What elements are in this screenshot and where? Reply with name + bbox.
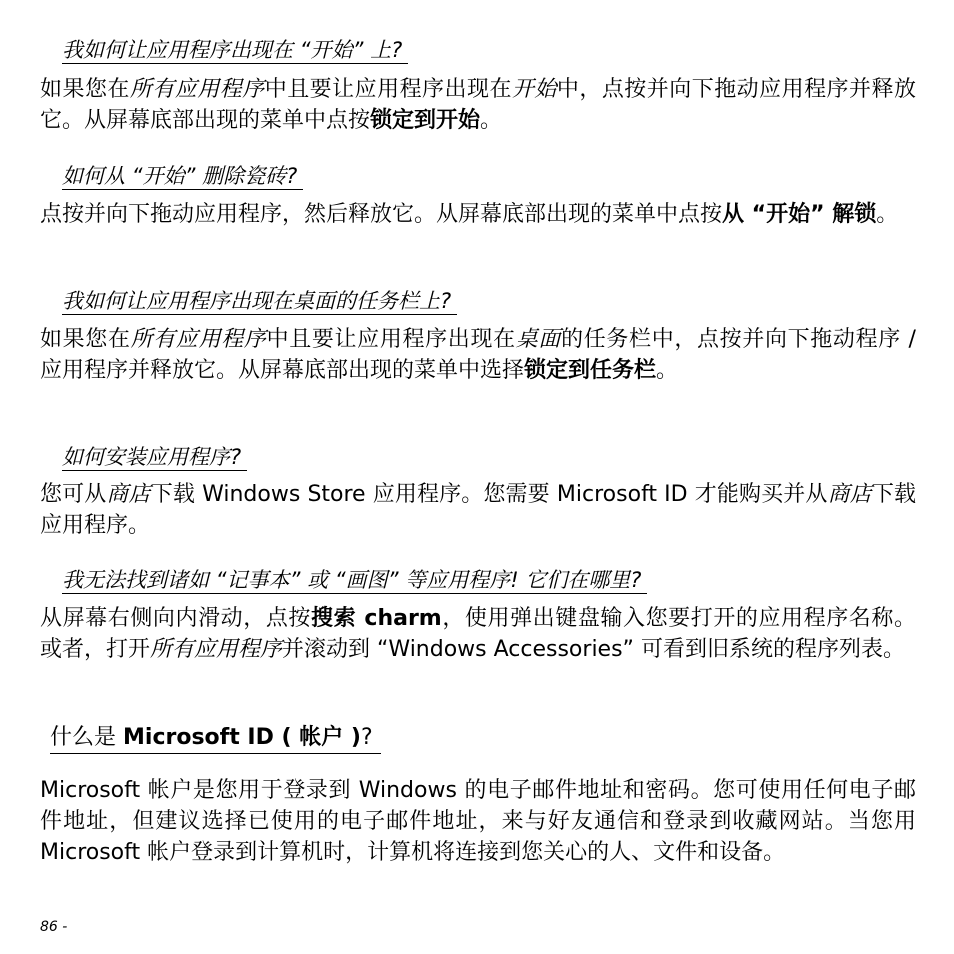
answer-text-run: 所有应用程序 <box>150 637 283 662</box>
faq-question-1: 我如何让应用程序出现在 “开始” 上? <box>62 37 408 64</box>
answer-text-run: 您可从 <box>40 482 107 507</box>
answer-text-run: 所有应用程序 <box>130 327 267 352</box>
answer-text-run: 。 <box>876 202 899 227</box>
answer-text-run: 下载应用程序。 <box>40 482 916 538</box>
faq-answer-3 <box>40 324 916 386</box>
faq-answer-2 <box>40 199 916 230</box>
answer-text-run: 中且要让应用程序出现在 <box>266 327 516 352</box>
page-number: 86 - <box>40 919 68 935</box>
answer-text-run: 下载 Windows Store 应用程序。您需要 Microsoft ID 才能购买并从 <box>150 482 828 507</box>
answer-text-run: 锁定到开始 <box>370 108 481 133</box>
section-heading-microsoft-id <box>50 723 381 754</box>
answer-text-run: 中，点按并向下拖动应用程序并释放它。从屏幕底部出现的菜单中点按 <box>40 77 916 133</box>
answer-text-run: 如果您在 <box>40 327 131 352</box>
section-heading-prefix: 什么是 <box>50 725 117 750</box>
answer-text-run: 如果您在 <box>40 77 130 102</box>
answer-text-run: 商店 <box>106 482 151 507</box>
section-heading-bold: Microsoft ID ( 帐户 ) <box>123 725 361 750</box>
answer-text-run: ，使用弹出键盘输入您要打开的应用程序名称。或者，打开 <box>40 606 916 662</box>
answer-text-run: 。 <box>656 358 679 383</box>
faq-question-2: 如何从 “开始” 删除瓷砖? <box>62 163 303 190</box>
answer-text-run: 所有应用程序 <box>129 77 265 102</box>
faq-answer-4 <box>40 479 916 541</box>
answer-text-run: 从屏幕右侧向内滑动，点按 <box>40 606 311 631</box>
answer-text-run: 搜索 charm <box>311 606 442 631</box>
answer-text-run: 桌面 <box>515 327 562 352</box>
faq-question-4: 如何安装应用程序? <box>62 444 247 471</box>
faq-answer-1 <box>40 74 916 136</box>
section-heading-suffix: ? <box>360 725 373 750</box>
answer-text-run: 。 <box>480 108 503 133</box>
answer-text-run: 并滚动到 “Windows Accessories” 可看到旧系统的程序列表。 <box>282 637 905 662</box>
section-body: Microsoft 帐户是您用于登录到 Windows 的电子邮件地址和密码。您可使用任何电子邮件地址，但建议选择已使用的电子邮件地址，来与好友通信和登录到收藏网站。当您用 Microsoft 帐户登录到计算机时，计算机将连接到您关心的人、文件和设备。 <box>40 778 916 865</box>
answer-text-run: 点按并向下拖动应用程序，然后释放它。从屏幕底部出现的菜单中点按 <box>40 202 723 227</box>
answer-text-run: 商店 <box>827 482 872 507</box>
answer-text-run: 开始 <box>511 77 557 102</box>
answer-text-run: 的任务栏中，点按并向下拖动程序 / 应用程序并释放它。从屏幕底部出现的菜单中选择 <box>40 327 916 383</box>
answer-text-run: 锁定到任务栏 <box>524 358 657 383</box>
answer-text-run: 从 “开始” 解锁 <box>722 202 877 227</box>
faq-question-3: 我如何让应用程序出现在桌面的任务栏上? <box>62 288 457 315</box>
answer-text-run: 中且要让应用程序出现在 <box>264 77 512 102</box>
faq-answer-5 <box>40 603 916 665</box>
faq-question-5: 我无法找到诸如 “记事本” 或 “画图” 等应用程序! 它们在哪里? <box>62 567 647 594</box>
